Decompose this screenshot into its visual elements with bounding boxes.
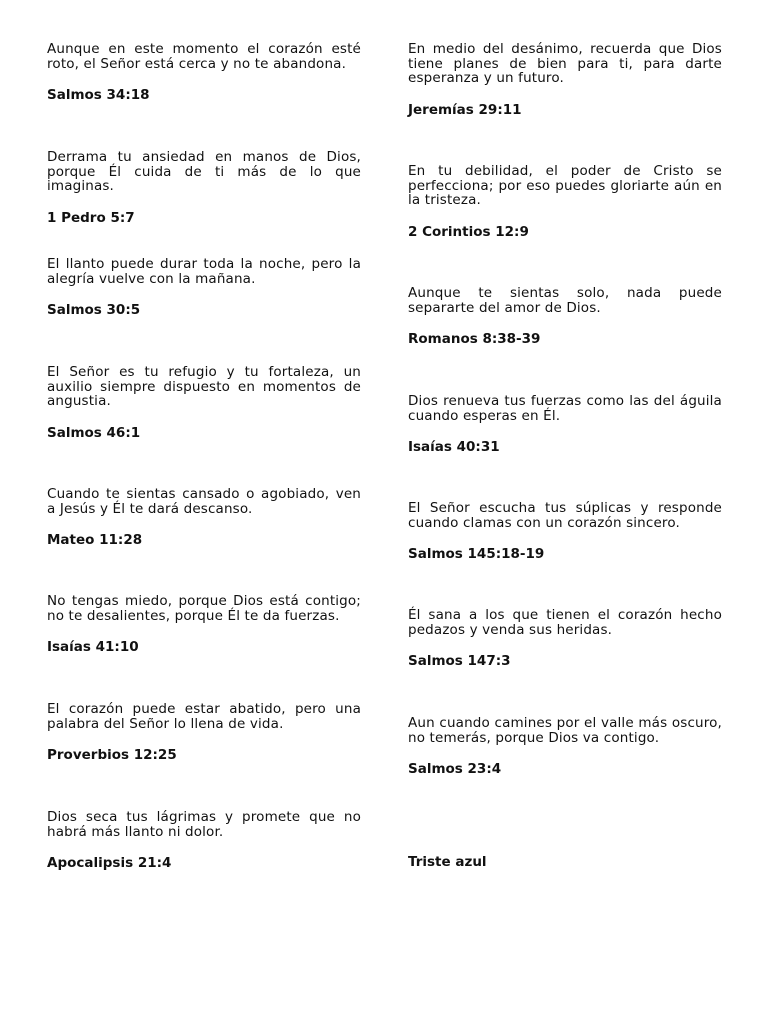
verse-entry: [408, 42, 722, 118]
verse-reference: Salmos 23:4: [408, 761, 502, 777]
verse-entry: [408, 164, 722, 240]
verse-reference: Salmos 145:18-19: [408, 546, 545, 562]
verse-reference: Salmos 46:1: [47, 424, 141, 441]
verse-text: Aunque en este momento el corazón esté roto, el Señor está cerca y no te abandona.: [47, 41, 361, 72]
verse-entry: [47, 257, 361, 318]
verse-entry: [408, 716, 722, 777]
verse-entry: [47, 365, 361, 441]
verse-text: El corazón puede estar abatido, pero una palabra del Señor lo llena de vida.: [47, 701, 361, 732]
verse-text: Dios seca tus lágrimas y promete que no habrá más llanto ni dolor.: [47, 809, 361, 840]
verse-text: Dios renueva tus fuerzas como las del águila cuando esperas en Él.: [408, 393, 722, 424]
verse-text: El llanto puede durar toda la noche, pero la alegría vuelve con la mañana.: [47, 256, 361, 287]
verse-reference: Romanos 8:38-39: [408, 331, 541, 347]
verse-text: Derrama tu ansiedad en manos de Dios, porque Él cuida de ti más de lo que imaginas.: [47, 149, 361, 194]
verse-reference: Jeremías 29:11: [408, 101, 522, 118]
signoff: [408, 854, 722, 870]
verse-text: En medio del desánimo, recuerda que Dios tiene planes de bien para ti, para darte esperanza y un futuro.: [408, 41, 722, 86]
verse-reference: 2 Corintios 12:9: [408, 223, 529, 240]
verse-entry: [408, 608, 722, 669]
verse-text: El Señor es tu refugio y tu fortaleza, un auxilio siempre dispuesto en momentos de angustia.: [47, 364, 361, 409]
verse-text: Cuando te sientas cansado o agobiado, ven a Jesús y Él te dará descanso.: [47, 486, 361, 517]
verse-entry: [47, 594, 361, 655]
verse-text: No tengas miedo, porque Dios está contigo; no te desalientes, porque Él te da fuerzas.: [47, 593, 361, 624]
verse-text: Él sana a los que tienen el corazón hecho pedazos y venda sus heridas.: [408, 607, 722, 638]
verse-reference: Isaías 40:31: [408, 439, 500, 455]
verse-entry: [408, 286, 722, 347]
verse-entry: [47, 702, 361, 763]
verse-reference: Salmos 34:18: [47, 87, 150, 103]
verse-reference: Salmos 147:3: [408, 653, 511, 669]
signoff-text: Triste azul: [408, 854, 487, 870]
verse-reference: Salmos 30:5: [47, 302, 141, 318]
verse-reference: Isaías 41:10: [47, 639, 139, 655]
verse-text: Aun cuando camines por el valle más oscuro, no temerás, porque Dios va contigo.: [408, 715, 722, 746]
verse-reference: Apocalipsis 21:4: [47, 855, 172, 871]
verse-entry: [47, 810, 361, 871]
verse-reference: 1 Pedro 5:7: [47, 209, 135, 226]
verse-text: Aunque te sientas solo, nada puede separarte del amor de Dios.: [408, 285, 722, 316]
verse-reference: Proverbios 12:25: [47, 747, 177, 763]
verse-entry: [408, 394, 722, 455]
verse-entry: [47, 150, 361, 226]
verse-entry: [47, 487, 361, 548]
verse-text: El Señor escucha tus súplicas y responde cuando clamas con un corazón sincero.: [408, 500, 722, 531]
verse-reference: Mateo 11:28: [47, 532, 143, 548]
verse-entry: [47, 42, 361, 103]
verse-text: En tu debilidad, el poder de Cristo se perfecciona; por eso puedes gloriarte aún en la tristeza.: [408, 163, 722, 208]
verse-entry: [408, 501, 722, 562]
